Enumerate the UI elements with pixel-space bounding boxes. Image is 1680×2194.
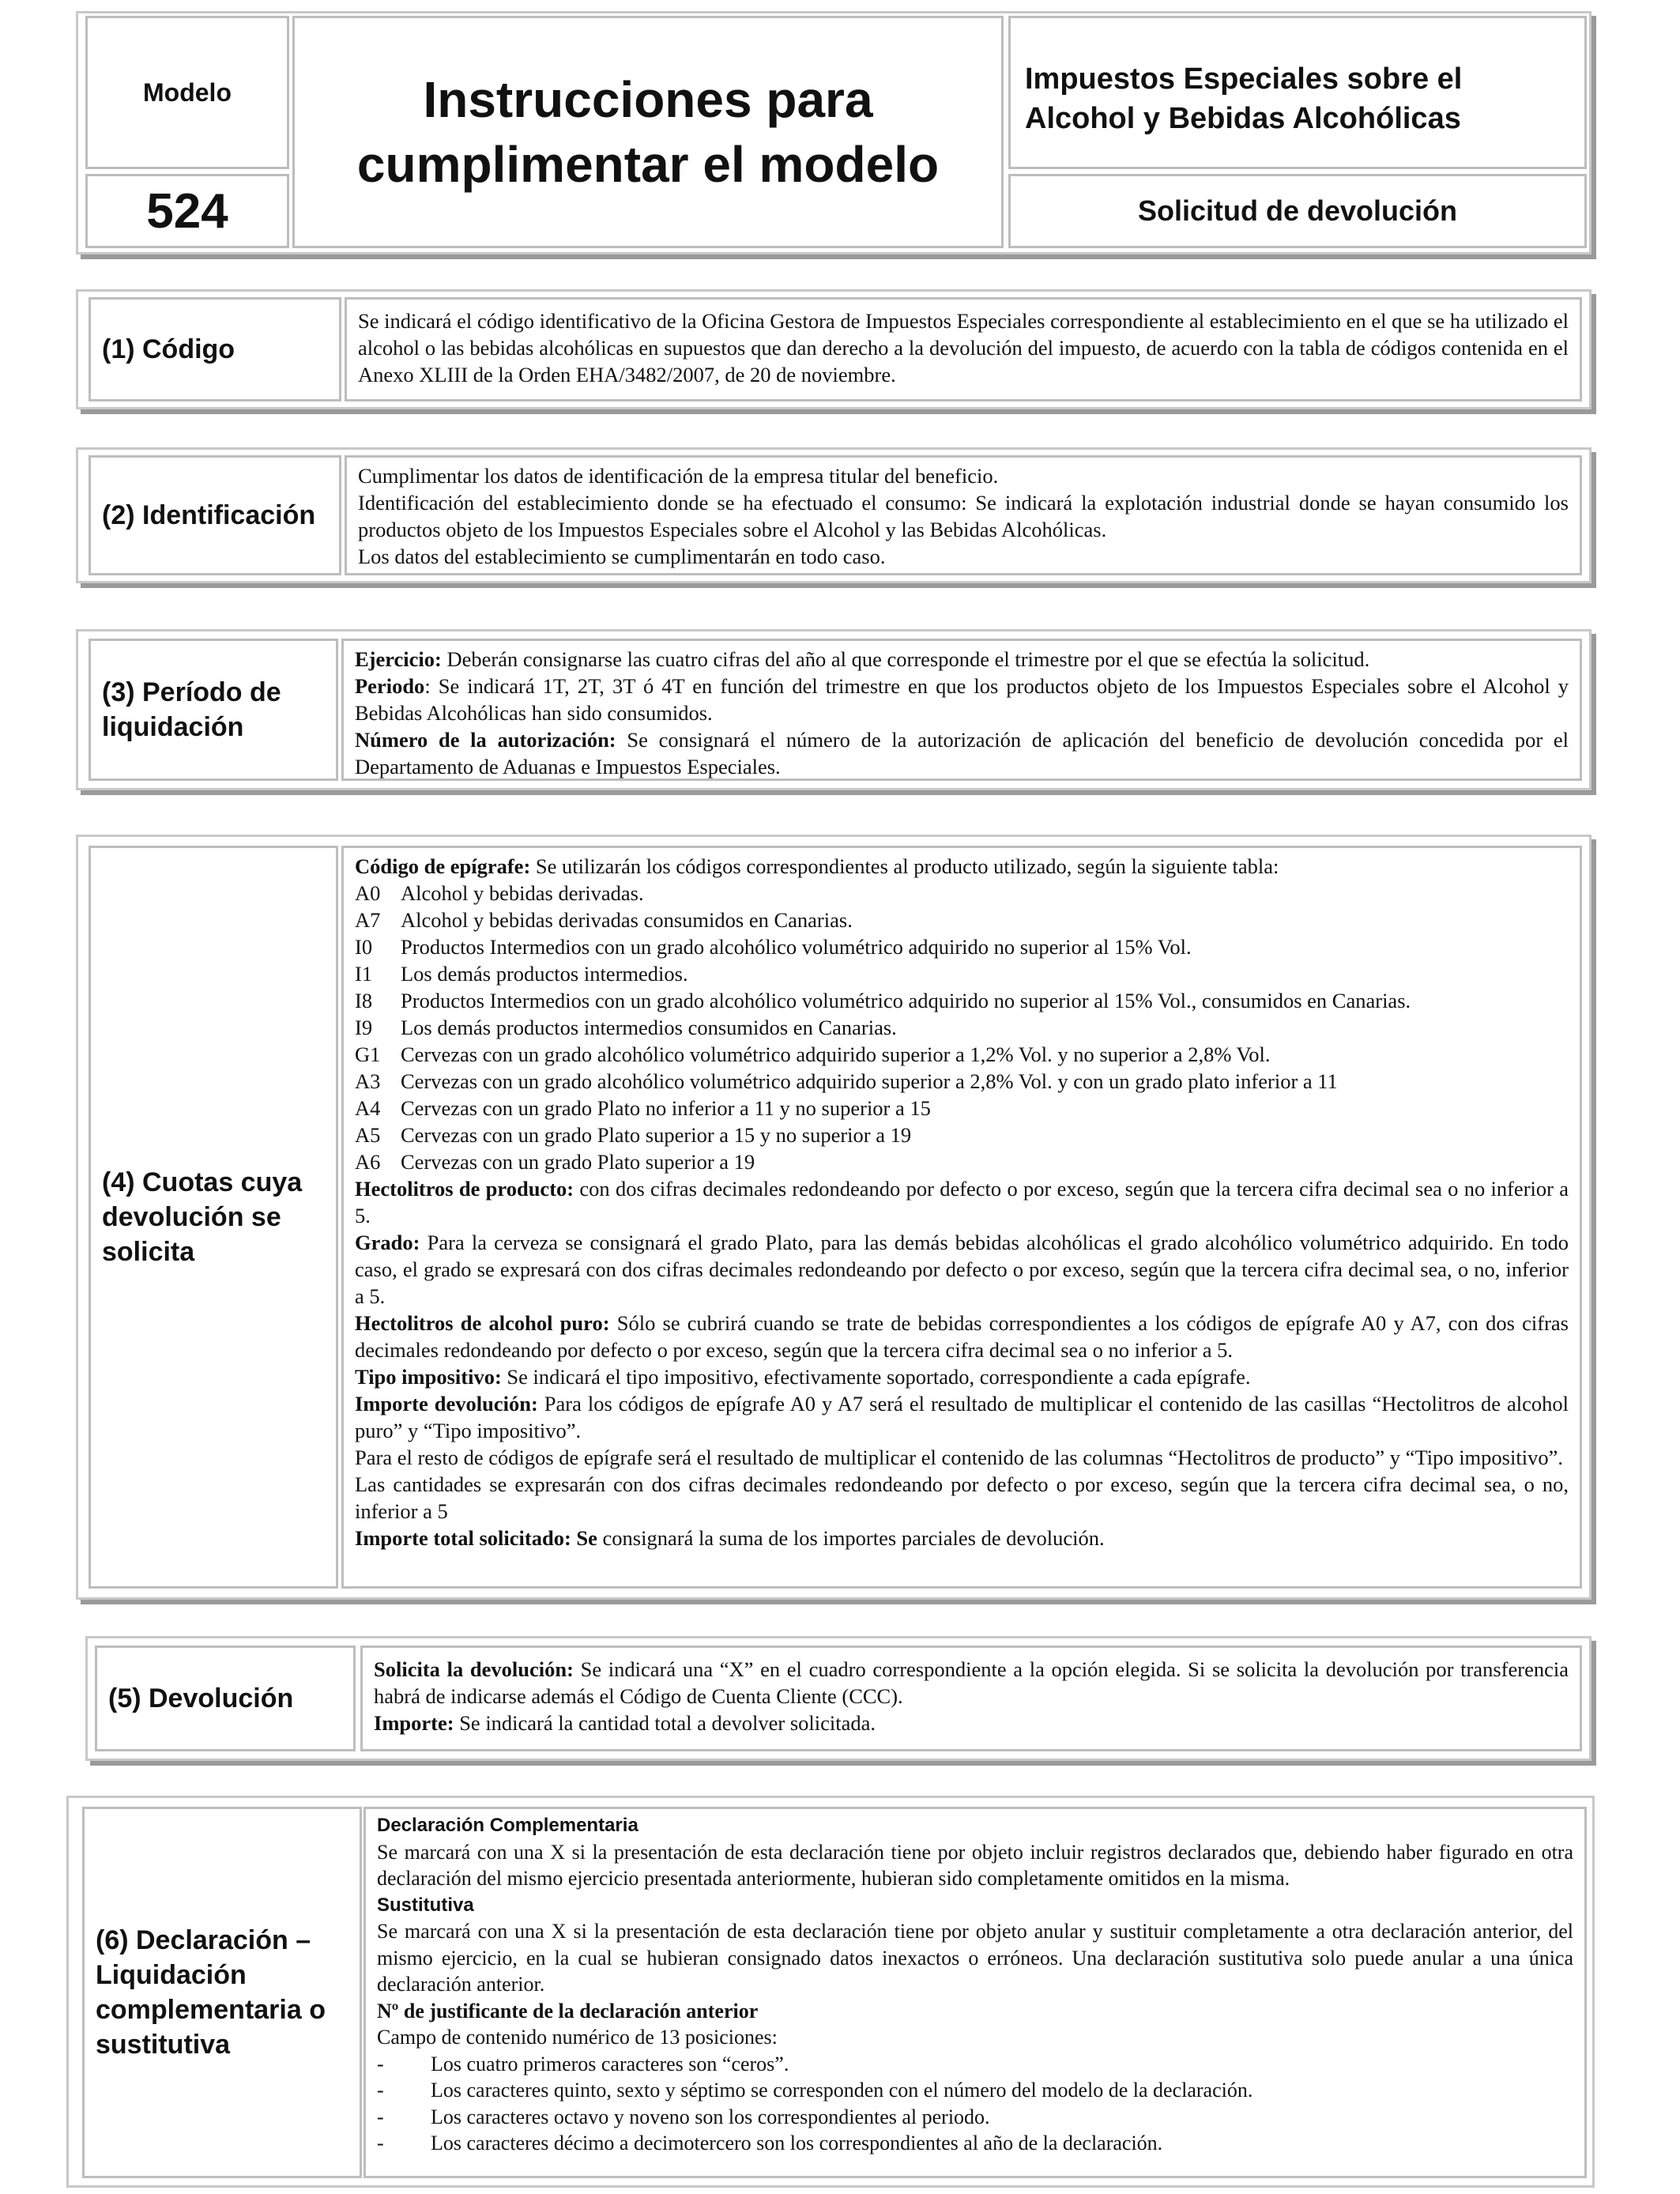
epigrafe-description: Alcohol y bebidas derivadas.	[401, 881, 644, 905]
section-2-p2: Identificación del establecimiento donde se ha efectuado el consumo: Se indicará la explotación industrial donde se hayan consumido los productos objeto de los Impuestos Especiales sobre el Alcohol y las Bebidas Alcohólicas.	[358, 491, 1569, 541]
page-title-line2: cumplimentar el modelo	[356, 136, 940, 193]
bullet-dash: -	[377, 2105, 384, 2128]
tipo-term: Tipo impositivo:	[355, 1365, 502, 1389]
bullet-dash: -	[377, 2052, 384, 2075]
epigrafe-code: A0	[355, 881, 381, 905]
solicita-term: Solicita la devolución:	[374, 1657, 574, 1681]
section-4-label-line2: devolución se	[102, 1202, 281, 1232]
tax-title-line1: Impuestos Especiales sobre el	[1025, 62, 1463, 96]
epigrafe-code-row	[355, 880, 1569, 907]
epigrafe-code-row	[355, 1014, 1569, 1041]
resto-paragraph: Para el resto de códigos de epígrafe será el resultado de multiplicar el contenido de las columnas “Hectolitros de producto” y “Tipo impositivo”.	[355, 1446, 1563, 1469]
ejercicio-text: Deberán consignarse las cuatro cifras del año al que corresponde el trimestre por el que se efectúa la solicitud.	[441, 647, 1370, 671]
epigrafe-code: I8	[355, 989, 373, 1012]
grado-term: Grado:	[355, 1231, 420, 1254]
grado-text: Para la cerveza se consignará el grado Plato, para las demás bebidas alcohólicas el grado alcohólico volumétrico adquirido. En todo caso, el grado se expresará con dos cifras decimales redondeando por defecto o por exceso, según que la tercera cifra decimal sea, o no, inferior a 5.	[355, 1231, 1569, 1308]
section-6-label-line3: complementaria o	[96, 1995, 326, 2025]
epigrafe-code: I1	[355, 962, 373, 986]
section-4-content	[341, 846, 1582, 1589]
epigrafe-code: A5	[355, 1123, 381, 1147]
importe-text: Para los códigos de epígrafe A0 y A7 será el resultado de multiplicar el contenido de las casillas “Hectolitros de alcohol puro” y “Tipo impositivo”.	[355, 1392, 1569, 1442]
grado-paragraph	[355, 1229, 1569, 1310]
section-3-label-line1: (3) Período de	[102, 677, 281, 707]
cantidades-paragraph: Las cantidades se expresarán con dos cifras decimales redondeando por defecto o por exceso, según que la tercera cifra decimal sea, o no, inferior a 5	[355, 1472, 1569, 1523]
section-2-p3: Los datos del establecimiento se cumplimentarán en todo caso.	[358, 545, 886, 568]
importe-total-term: Importe:	[374, 1711, 454, 1735]
epigrafe-description: Productos Intermedios con un grado alcohólico volumétrico adquirido no superior al 15% Vol., consumidos en Canarias.	[401, 989, 1411, 1012]
solicita-paragraph	[374, 1656, 1569, 1710]
importe-total-text: Se indicará la cantidad total a devolver solicitada.	[454, 1711, 876, 1735]
section-1-text: Se indicará el código identificativo de la Oficina Gestora de Impuestos Especiales correspondiente al establecimiento en el que se ha utilizado el alcohol o las bebidas alcohólicas en supuestos que dan derecho a la devolución del impuesto, de acuerdo con la tabla de códigos contenida en el Anexo XLIII de la Orden EHA/3482/2007, de 20 de noviembre.	[358, 309, 1569, 386]
section-6-label-line4: sustitutiva	[96, 2030, 231, 2060]
epigrafe-code-row	[355, 1041, 1569, 1068]
tax-title	[1008, 16, 1587, 169]
tipo-text: Se indicará el tipo impositivo, efectivamente soportado, correspondiente a cada epígrafe.	[501, 1365, 1251, 1389]
hecto-prod-text: con dos cifras decimales redondeando por defecto o por exceso, según que la tercera cifra decimal sea o no inferior a 5.	[355, 1177, 1569, 1227]
epigrafe-description: Cervezas con un grado Plato superior a 15 y no superior a 19	[401, 1123, 912, 1147]
section-3-label	[89, 639, 338, 781]
hecto-puro-paragraph	[355, 1310, 1569, 1363]
epigrafe-code: A4	[355, 1096, 381, 1120]
justificante-bullet-list	[377, 2051, 1573, 2157]
hecto-prod-paragraph	[355, 1175, 1569, 1229]
epigrafe-code: A3	[355, 1069, 381, 1093]
section-5-content	[360, 1646, 1582, 1751]
justificante-bullet	[377, 2077, 1573, 2104]
total-paragraph	[355, 1525, 1569, 1551]
bullet-dash: -	[377, 2132, 384, 2154]
section-6-content	[363, 1807, 1587, 2178]
epigrafe-description: Los demás productos intermedios consumidos en Canarias.	[401, 1016, 897, 1039]
periodo-paragraph	[355, 673, 1569, 726]
epigrafe-code-row	[355, 1122, 1569, 1148]
epigrafe-code-row	[355, 1148, 1569, 1175]
bullet-text: Los caracteres décimo a decimotercero son los correspondientes al año de la declaración.	[431, 2132, 1163, 2154]
form-subtitle: Solicitud de devolución	[1008, 174, 1587, 248]
justificante-bullet	[377, 2104, 1573, 2131]
complementaria-heading: Declaración Complementaria	[377, 1815, 638, 1836]
periodo-term: Periodo	[355, 674, 425, 698]
section-4-label-line1: (4) Cuotas cuya	[102, 1167, 303, 1197]
epigrafe-description: Cervezas con un grado alcohólico volumétrico adquirido superior a 2,8% Vol. y con un grado plato inferior a 11	[401, 1069, 1338, 1093]
section-1-content	[345, 297, 1582, 401]
section-6-label	[82, 1807, 362, 2178]
epigrafe-code: A6	[355, 1150, 381, 1174]
section-6-label-line2: Liquidación	[96, 1960, 247, 1990]
epigrafe-description: Los demás productos intermedios.	[401, 962, 688, 986]
modelo-label: Modelo	[85, 16, 289, 169]
hecto-puro-text: Sólo se cubrirá cuando se trate de bebidas correspondientes a los códigos de epígrafe A0 y A7, con dos cifras decimales redondeando por defecto o por exceso, según que la tercera cifra decimal sea o no inferior a 5.	[355, 1311, 1569, 1362]
complementaria-text: Se marcará con una X si la presentación de esta declaración tiene por objeto incluir registros declarados que, debiendo haber figurado en otra declaración del mismo ejercicio presentada anteriormente, hubieran sido completamente omitidos en la misma.	[377, 1840, 1573, 1890]
epigrafe-code: I9	[355, 1016, 373, 1039]
epigrafe-description: Cervezas con un grado Plato superior a 19	[401, 1150, 755, 1174]
section-2-content	[345, 455, 1582, 575]
total-term: Importe total solicitado: Se	[355, 1526, 597, 1550]
importe-total-paragraph	[374, 1710, 1569, 1736]
bullet-text: Los caracteres quinto, sexto y séptimo se corresponden con el número del modelo de la declaración.	[431, 2079, 1253, 2102]
autorizacion-text: Se consignará el número de la autorización de aplicación del beneficio de devolución concedida por el Departamento de Aduanas e Impuestos Especiales.	[355, 728, 1569, 778]
importe-paragraph	[355, 1390, 1569, 1444]
section-2-p1: Cumplimentar los datos de identificación de la empresa titular del beneficio.	[358, 464, 999, 488]
epigrafe-code: G1	[355, 1042, 381, 1066]
justificante-heading: Nº de justificante de la declaración anterior	[377, 1999, 759, 2022]
bullet-dash: -	[377, 2079, 384, 2102]
tipo-paragraph	[355, 1363, 1569, 1390]
sustitutiva-text: Se marcará con una X si la presentación de esta declaración tiene por objeto anular y sustituir completamente a otra declaración anterior, del mismo ejercicio, en la cual se hubieran consignado datos inexactos o erróneos. Una declaración sustitutiva solo puede anular a una única declaración anterior.	[377, 1920, 1573, 1996]
section-5-label: (5) Devolución	[95, 1646, 356, 1751]
hecto-prod-term: Hectolitros de producto:	[355, 1177, 574, 1201]
epigrafe-description: Cervezas con un grado alcohólico volumétrico adquirido superior a 1,2% Vol. y no superior a 2,8% Vol.	[401, 1042, 1271, 1066]
page-title	[292, 16, 1004, 248]
epigrafe-text: Se utilizarán los códigos correspondientes al producto utilizado, según la siguiente tabla:	[530, 854, 1279, 878]
epigrafe-paragraph	[355, 853, 1569, 880]
epigrafe-code-row	[355, 1095, 1569, 1122]
epigrafe-description: Productos Intermedios con un grado alcohólico volumétrico adquirido no superior al 15% Vol.	[401, 935, 1192, 959]
epigrafe-term: Código de epígrafe:	[355, 854, 531, 878]
bullet-text: Los cuatro primeros caracteres son “ceros”.	[431, 2052, 789, 2075]
epigrafe-code-row	[355, 1068, 1569, 1095]
section-2-label: (2) Identificación	[89, 455, 341, 575]
epigrafe-code: I0	[355, 935, 373, 959]
epigrafe-code: A7	[355, 908, 381, 932]
section-3-label-line2: liquidación	[102, 712, 244, 742]
section-4-label	[89, 846, 338, 1589]
epigrafe-description: Alcohol y bebidas derivadas consumidos en Canarias.	[401, 908, 853, 932]
bullet-text: Los caracteres octavo y noveno son los correspondientes al periodo.	[431, 2105, 990, 2128]
section-6-label-line1: (6) Declaración –	[96, 1925, 311, 1955]
sustitutiva-heading: Sustitutiva	[377, 1894, 474, 1916]
section-1-label: (1) Código	[89, 297, 341, 401]
section-4-label-line3: solicita	[102, 1237, 195, 1267]
hecto-puro-term: Hectolitros de alcohol puro:	[355, 1311, 610, 1335]
autorizacion-term: Número de la autorización:	[355, 728, 616, 752]
justificante-bullet	[377, 2130, 1573, 2157]
autorizacion-paragraph	[355, 726, 1569, 780]
epigrafe-code-row	[355, 933, 1569, 960]
solicita-text: Se indicará una “X” en el cuadro correspondiente a la opción elegida. Si se solicita la devolución por transferencia habrá de indicarse además el Código de Cuenta Cliente (CCC).	[374, 1657, 1569, 1708]
epigrafe-code-row	[355, 960, 1569, 987]
justificante-intro: Campo de contenido numérico de 13 posiciones:	[377, 2026, 778, 2049]
epigrafe-code-row	[355, 907, 1569, 933]
ejercicio-paragraph	[355, 646, 1569, 673]
modelo-number: 524	[85, 174, 289, 248]
tax-title-line2: Alcohol y Bebidas Alcohólicas	[1025, 102, 1461, 135]
justificante-bullet	[377, 2051, 1573, 2078]
page-title-line1: Instrucciones para	[423, 71, 873, 128]
ejercicio-term: Ejercicio:	[355, 647, 442, 671]
epigrafe-code-list	[355, 880, 1569, 1175]
section-3-content	[341, 639, 1582, 781]
epigrafe-code-row	[355, 987, 1569, 1014]
importe-term: Importe devolución:	[355, 1392, 538, 1416]
periodo-text: : Se indicará 1T, 2T, 3T ó 4T en función del trimestre en que los productos objeto de los Impuestos Especiales sobre el Alcohol y Bebidas Alcohólicas han sido consumidos.	[355, 674, 1569, 725]
total-text: consignará la suma de los importes parciales de devolución.	[597, 1526, 1105, 1550]
epigrafe-description: Cervezas con un grado Plato no inferior a 11 y no superior a 15	[401, 1096, 931, 1120]
